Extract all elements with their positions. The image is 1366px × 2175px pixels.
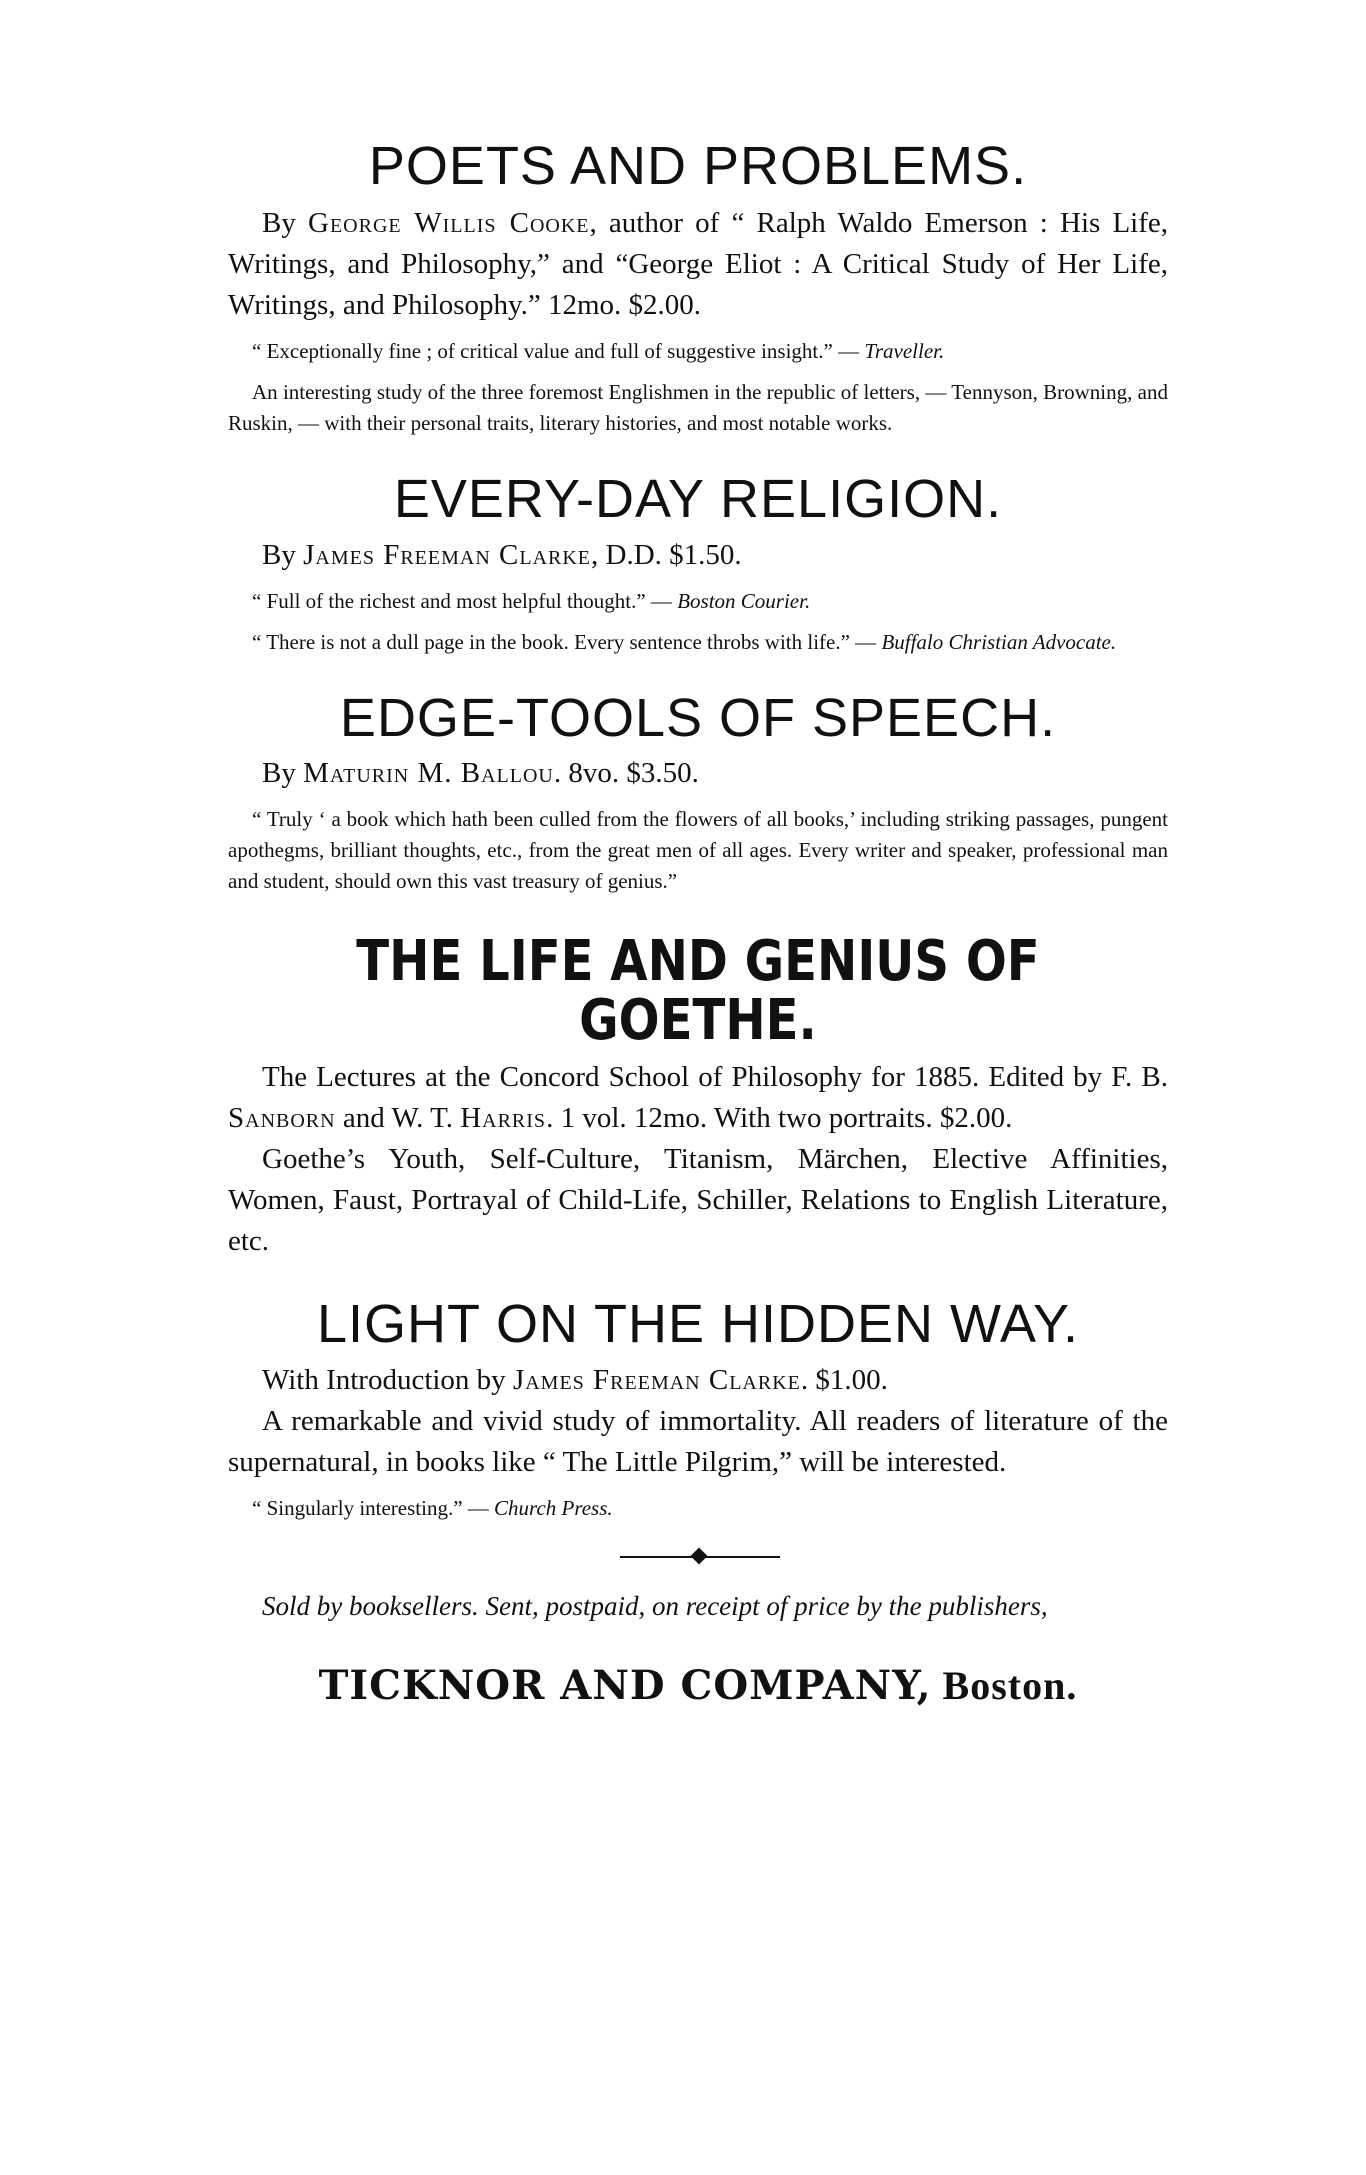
heading-life-and-genius-of-goethe: THE LIFE AND GENIUS OF GOETHE. xyxy=(356,929,1040,1053)
book-details-rest: . $1.00. xyxy=(800,1364,888,1397)
intro-prefix: With Introduction by xyxy=(262,1364,513,1397)
sold-by-notice: Sold by booksellers. Sent, postpaid, on receipt of price by the publishers, xyxy=(262,1591,1048,1622)
book-details-rest: , D.D. $1.50. xyxy=(591,539,742,572)
heading-edge-tools-of-speech: EDGE-TOOLS OF SPEECH. xyxy=(339,688,1057,749)
review-quote-religion-1 xyxy=(228,586,1168,617)
advertisement-page xyxy=(228,138,1168,1709)
section-every-day-religion xyxy=(228,468,1168,659)
contents-goethe: Goethe’s Youth, Self-Culture, Titanism, Märchen, Elective Affinities, Women, Faust, Portrayal of Child-Life, Schiller, Relations to English Literature, etc. xyxy=(228,1142,1168,1257)
book-details-rest: , author of “ Ralph Waldo Emerson : His Life, Writings, and Philosophy,” and “George Eliot : A Critical Study of Her Life, Writings, and Philosophy.” 12mo. $2.00. xyxy=(228,206,1168,321)
section-poets-and-problems xyxy=(228,138,1168,439)
quote-source: Buffalo Christian Advocate. xyxy=(881,630,1117,655)
publisher-name: TICKNOR AND COMPANY, xyxy=(318,1662,932,1710)
book-details-hidden-way xyxy=(228,1360,1168,1401)
publisher-city: Boston. xyxy=(931,1663,1078,1709)
publisher-imprint xyxy=(228,1662,1168,1709)
review-quote-religion-2 xyxy=(228,627,1168,658)
details-text: The Lectures at the Concord School of Philosophy for 1885. Edited by F. B. xyxy=(262,1060,1168,1093)
heading-poets-and-problems: POETS AND PROBLEMS. xyxy=(368,136,1028,196)
section-life-and-genius-of-goethe xyxy=(228,929,1168,1262)
review-quote-hidden-way xyxy=(228,1493,1168,1524)
section-edge-tools-of-speech xyxy=(228,690,1168,897)
author-name: Maturin M. Ballou xyxy=(303,757,554,790)
details-text: and W. T. xyxy=(335,1101,461,1134)
book-details-religion xyxy=(228,535,1168,576)
quote-source: Traveller. xyxy=(864,338,945,363)
heading-every-day-religion: EVERY-DAY RELIGION. xyxy=(393,468,1003,529)
quote-source: Church Press. xyxy=(494,1496,613,1521)
heading-light-on-the-hidden-way: LIGHT ON THE HIDDEN WAY. xyxy=(316,1293,1080,1354)
description-hidden-way: A remarkable and vivid study of immortality. All readers of literature of the supernatural, in books like “ The Little Pilgrim,” will be interested. xyxy=(228,1405,1168,1479)
quote-text: “ Singularly interesting.” — xyxy=(252,1496,489,1521)
review-quote-poets xyxy=(228,336,1168,367)
quote-text: “ There is not a dull page in the book. Every sentence throbs with life.” — xyxy=(252,630,877,655)
details-text: . 1 vol. 12mo. With two portraits. $2.00. xyxy=(546,1101,1013,1134)
by-prefix: By xyxy=(262,206,308,239)
by-prefix: By xyxy=(262,539,304,572)
book-details-goethe xyxy=(228,1057,1168,1139)
author-name: James Freeman Clarke xyxy=(512,1364,801,1397)
author-name: George Willis Cooke xyxy=(308,206,590,239)
diamond-icon xyxy=(691,1548,708,1565)
quote-text: “ Full of the richest and most helpful thought.” — xyxy=(252,589,672,614)
by-prefix: By xyxy=(262,757,304,790)
quote-source: Boston Courier. xyxy=(677,589,811,614)
editor-name-harris: Harris xyxy=(460,1101,547,1134)
author-name: James Freeman Clarke xyxy=(303,539,592,572)
section-light-on-the-hidden-way xyxy=(228,1293,1168,1525)
ornamental-divider xyxy=(228,1550,1168,1564)
editor-name-sanborn: Sanborn xyxy=(228,1101,336,1134)
description-poets: An interesting study of the three foremost Englishmen in the republic of letters, — Tennyson, Browning, and Ruskin, — with their personal traits, literary histories, and most notable works. xyxy=(228,379,1168,435)
review-quote-edge-tools: “ Truly ‘ a book which hath been culled from the flowers of all books,’ including striking passages, pungent apothegms, brilliant thoughts, etc., from the great men of all ages. Every writer and speaker, professional man and student, should own this vast treasury of genius.” xyxy=(228,807,1168,894)
quote-text: “ Exceptionally fine ; of critical value and full of suggestive insight.” — xyxy=(252,338,860,363)
book-details-poets xyxy=(228,203,1168,326)
book-details-rest: . 8vo. $3.50. xyxy=(553,757,699,790)
book-details-edge-tools xyxy=(228,753,1168,794)
